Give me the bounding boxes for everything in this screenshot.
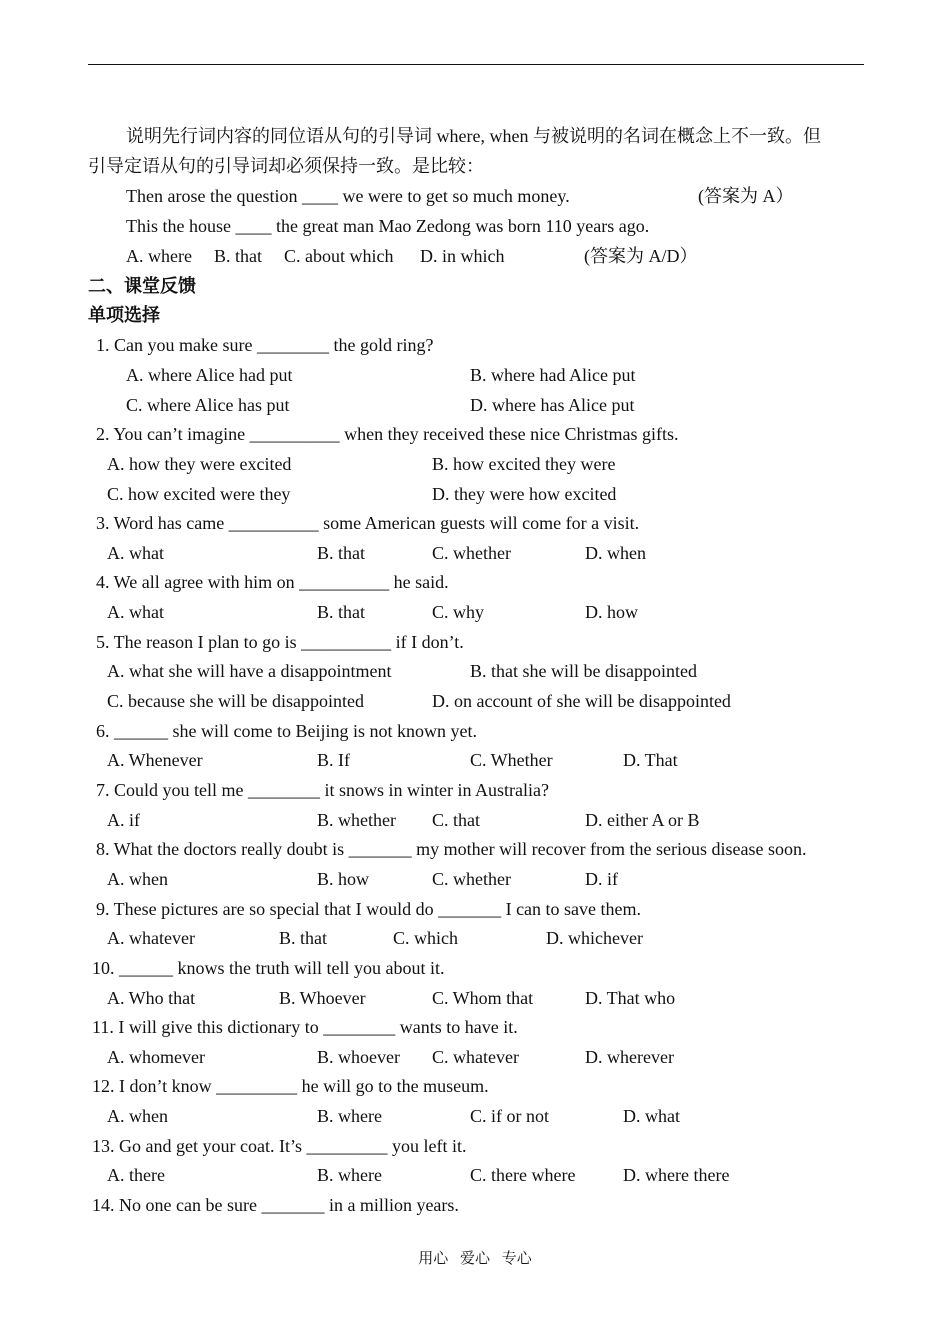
question-stem: 12. I don’t know _________ he will go to the museum. bbox=[92, 1076, 489, 1096]
question-stem: 3. Word has came __________ some American guests will come for a visit. bbox=[96, 513, 640, 533]
question-option: A. whomever bbox=[107, 1047, 205, 1067]
intro-line-1: 说明先行词内容的同位语从句的引导词 where, when 与被说明的名词在概念上不一致。但 bbox=[126, 126, 821, 146]
question-stem: 7. Could you tell me ________ it snows in winter in Australia? bbox=[96, 780, 549, 800]
question-option: B. how excited they were bbox=[432, 454, 616, 474]
question-option: C. whether bbox=[432, 869, 511, 889]
question-stem: 2. You can’t imagine __________ when they received these nice Christmas gifts. bbox=[96, 424, 679, 444]
question-option: B. whether bbox=[317, 810, 396, 830]
question-option: D. That bbox=[623, 750, 678, 770]
question-option: D. whichever bbox=[546, 928, 643, 948]
question-option: D. how bbox=[585, 602, 638, 622]
question-option: C. where Alice has put bbox=[126, 395, 290, 415]
example-2-option: C. about which bbox=[284, 246, 394, 266]
question-option: B. that bbox=[317, 602, 365, 622]
question-option: C. whether bbox=[432, 543, 511, 563]
question-option: C. that bbox=[432, 810, 480, 830]
question-option: D. That who bbox=[585, 988, 676, 1008]
question-stem: 5. The reason I plan to go is __________ if I don’t. bbox=[96, 632, 464, 652]
question-option: A. when bbox=[107, 1106, 168, 1126]
question-option: B. Whoever bbox=[279, 988, 366, 1008]
question-option: A. what bbox=[107, 602, 164, 622]
question-stem: 6. ______ she will come to Beijing is not known yet. bbox=[96, 721, 477, 741]
question-option: C. whatever bbox=[432, 1047, 519, 1067]
question-option: B. whoever bbox=[317, 1047, 400, 1067]
question-option: C. which bbox=[393, 928, 458, 948]
question-option: A. there bbox=[107, 1165, 165, 1185]
question-option: C. Whom that bbox=[432, 988, 534, 1008]
question-option: D. where has Alice put bbox=[470, 395, 635, 415]
page-footer bbox=[0, 1247, 950, 1268]
question-option: B. that bbox=[279, 928, 327, 948]
question-stem: 13. Go and get your coat. It’s _________ you left it. bbox=[92, 1136, 467, 1156]
question-option: A. what she will have a disappointment bbox=[107, 661, 392, 681]
question-option: B. that bbox=[317, 543, 365, 563]
question-stem: 8. What the doctors really doubt is _______ my mother will recover from the serious disease soon. bbox=[96, 839, 807, 859]
example-1-answer: (答案为 A） bbox=[698, 186, 794, 206]
example-1: Then arose the question ____ we were to get so much money. bbox=[126, 186, 570, 206]
question-option: B. where bbox=[317, 1165, 382, 1185]
question-option: D. on account of she will be disappointed bbox=[432, 691, 731, 711]
footer-word: 用心 bbox=[418, 1251, 449, 1267]
section-title: 二、课堂反馈 bbox=[88, 276, 196, 296]
question-stem: 10. ______ knows the truth will tell you about it. bbox=[92, 958, 445, 978]
example-2: This the house ____ the great man Mao Zedong was born 110 years ago. bbox=[126, 216, 650, 236]
question-option: C. if or not bbox=[470, 1106, 549, 1126]
question-option: A. where Alice had put bbox=[126, 365, 293, 385]
question-option: D. where there bbox=[623, 1165, 730, 1185]
question-option: A. when bbox=[107, 869, 168, 889]
question-option: D. when bbox=[585, 543, 646, 563]
question-stem: 11. I will give this dictionary to ________ wants to have it. bbox=[92, 1017, 518, 1037]
example-2-answer: (答案为 A/D） bbox=[584, 246, 698, 266]
footer-word: 爱心 bbox=[459, 1251, 490, 1267]
question-option: B. how bbox=[317, 869, 370, 889]
question-option: D. they were how excited bbox=[432, 484, 617, 504]
question-option: B. where had Alice put bbox=[470, 365, 636, 385]
question-option: A. how they were excited bbox=[107, 454, 292, 474]
question-option: D. if bbox=[585, 869, 618, 889]
example-2-option: A. where bbox=[126, 246, 192, 266]
question-stem: 1. Can you make sure ________ the gold ring? bbox=[96, 335, 434, 355]
question-option: A. if bbox=[107, 810, 140, 830]
question-option: C. Whether bbox=[470, 750, 553, 770]
question-option: A. what bbox=[107, 543, 164, 563]
question-stem: 4. We all agree with him on __________ he said. bbox=[96, 572, 449, 592]
question-option: D. either A or B bbox=[585, 810, 700, 830]
header-rule bbox=[88, 64, 864, 65]
question-option: C. there where bbox=[470, 1165, 576, 1185]
question-option: D. wherever bbox=[585, 1047, 674, 1067]
example-2-option: D. in which bbox=[420, 246, 505, 266]
question-option: B. that she will be disappointed bbox=[470, 661, 697, 681]
question-stem: 14. No one can be sure _______ in a million years. bbox=[92, 1195, 459, 1215]
question-option: C. because she will be disappointed bbox=[107, 691, 364, 711]
subsection-title: 单项选择 bbox=[88, 305, 160, 325]
footer-word: 专心 bbox=[501, 1251, 532, 1267]
question-option: D. what bbox=[623, 1106, 680, 1126]
question-option: C. how excited were they bbox=[107, 484, 291, 504]
example-2-option: B. that bbox=[214, 246, 262, 266]
intro-line-2: 引导定语从句的引导词却必须保持一致。是比较： bbox=[88, 156, 484, 176]
question-option: B. where bbox=[317, 1106, 382, 1126]
question-option: C. why bbox=[432, 602, 485, 622]
question-option: B. If bbox=[317, 750, 350, 770]
question-option: A. Whenever bbox=[107, 750, 203, 770]
question-option: A. Who that bbox=[107, 988, 196, 1008]
question-option: A. whatever bbox=[107, 928, 195, 948]
question-stem: 9. These pictures are so special that I would do _______ I can to save them. bbox=[96, 899, 642, 919]
